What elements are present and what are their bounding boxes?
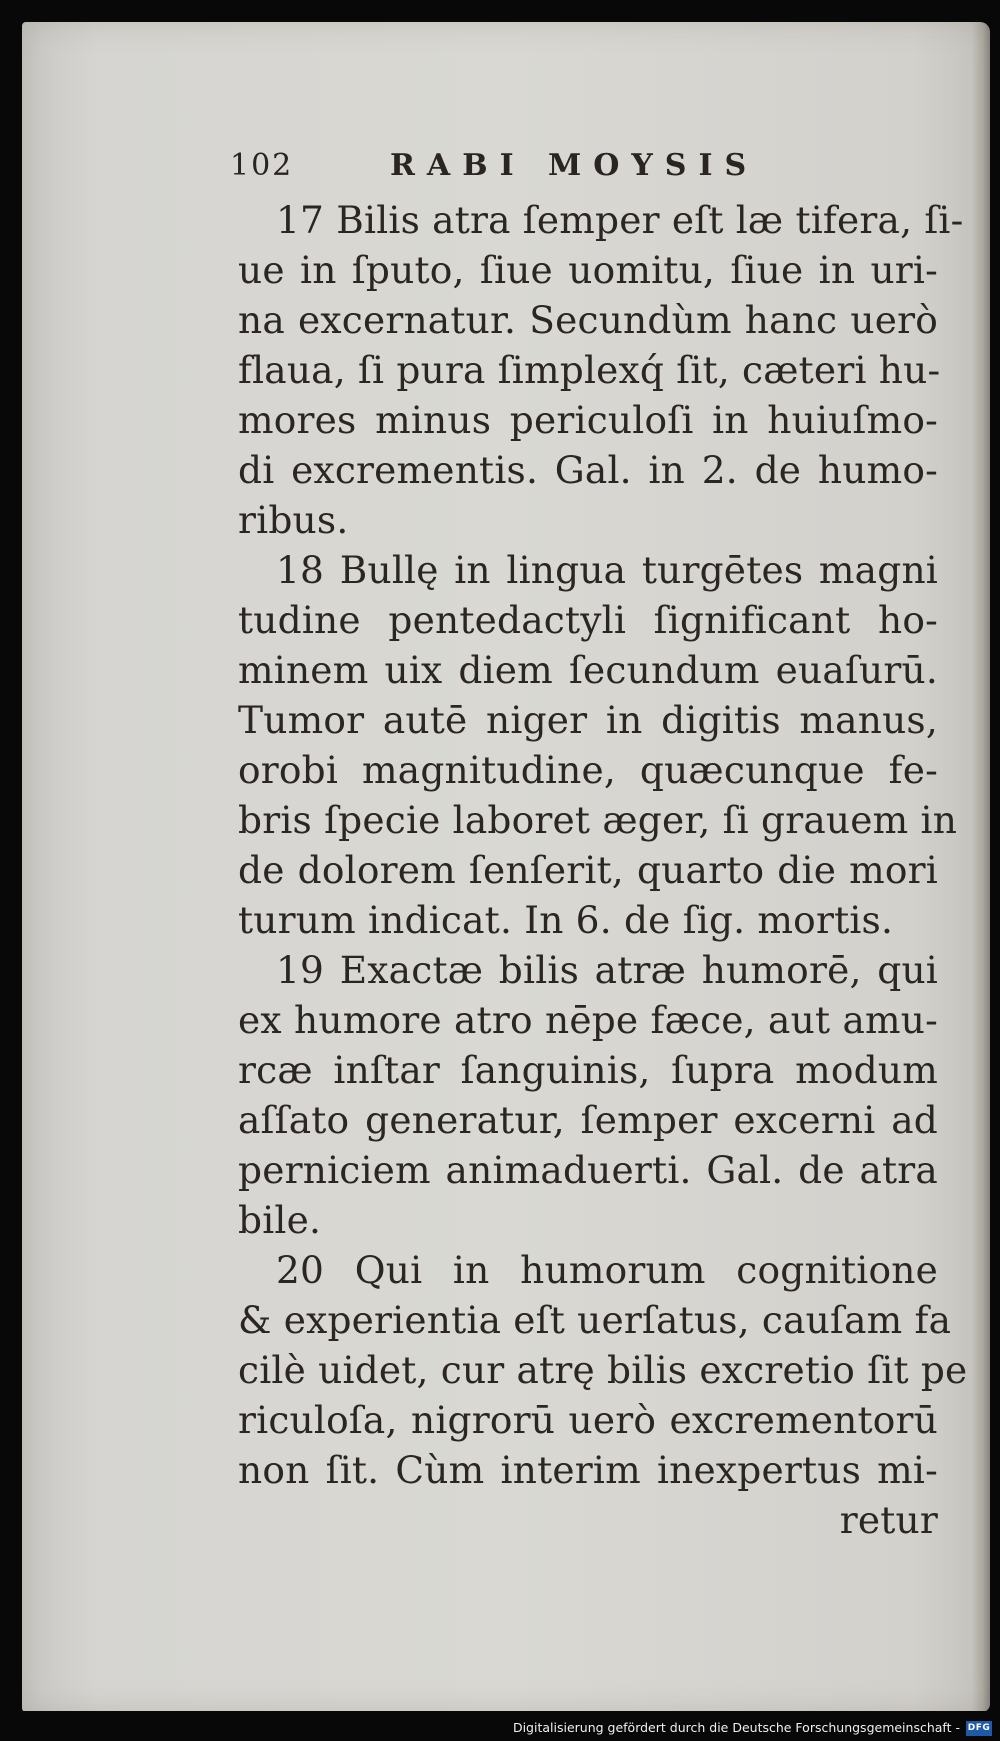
running-title: RABI MOYSIS bbox=[390, 148, 759, 183]
text-line: 17 Bilis atra ſemper eſt læ tifera, ſi- bbox=[276, 198, 964, 242]
text-line: Tumor autē niger in digitis manus, bbox=[238, 698, 938, 742]
catchword: retur bbox=[839, 1498, 938, 1542]
page-header bbox=[230, 148, 790, 188]
text-line: mores minus periculoſi in huiuſmo- bbox=[238, 398, 938, 442]
text-line: turum indicat. In 6. de ſig. mortis. bbox=[238, 898, 894, 942]
text-line: di excrementis. Gal. in 2. de humo- bbox=[238, 448, 938, 492]
text-line: & experientia eſt uerſatus, cauſam fa bbox=[238, 1298, 952, 1342]
text-line: 20 Qui in humorum cognitione bbox=[276, 1248, 938, 1292]
text-line: riculoſa, nigrorū uerò excrementorū bbox=[238, 1398, 938, 1442]
text-line: 18 Bullę in lingua turgētes magni bbox=[276, 548, 938, 592]
dfg-logo: DFG bbox=[966, 1721, 992, 1736]
page-edge-shadow bbox=[972, 22, 990, 1712]
text-line: na excernatur. Secundùm hanc uerò bbox=[238, 298, 938, 342]
body-text bbox=[238, 195, 968, 1545]
text-line: ue in ſputo, ſiue uomitu, ſiue in uri- bbox=[238, 248, 938, 292]
text-line: bris ſpecie laboret æger, ſi grauem in bbox=[238, 798, 958, 842]
text-line: cilè uidet, cur atrę bilis excretio ſit pe bbox=[238, 1348, 968, 1392]
text-line: tudine pentedactyli ſignificant ho- bbox=[238, 598, 938, 642]
folio-number: 102 bbox=[230, 148, 294, 183]
text-line: rcæ inſtar ſanguinis, ſupra modum bbox=[238, 1048, 938, 1092]
text-line: bile. bbox=[238, 1198, 322, 1242]
text-line: 19 Exactæ bilis atræ humorē, qui bbox=[276, 948, 938, 992]
footer-bar bbox=[0, 1711, 1000, 1741]
text-line: orobi magnitudine, quæcunque fe- bbox=[238, 748, 938, 792]
funding-note: Digitalisierung gefördert durch die Deutsche Forschungsgemeinschaft - bbox=[512, 1720, 960, 1735]
text-line: ex humore atro nēpe fæce, aut amu- bbox=[238, 998, 938, 1042]
text-line: aſſato generatur, ſemper excerni ad bbox=[238, 1098, 938, 1142]
text-line: non ſit. Cùm interim inexpertus mi- bbox=[238, 1448, 938, 1492]
text-line: minem uix diem ſecundum euaſurū. bbox=[238, 648, 938, 692]
text-line: flaua, ſi pura ſimplexq́ ſit, cæteri hu- bbox=[238, 348, 941, 392]
text-line: de dolorem ſenſerit, quarto die mori bbox=[238, 848, 938, 892]
text-line: ribus. bbox=[238, 498, 349, 542]
text-line: perniciem animaduerti. Gal. de atra bbox=[238, 1148, 938, 1192]
